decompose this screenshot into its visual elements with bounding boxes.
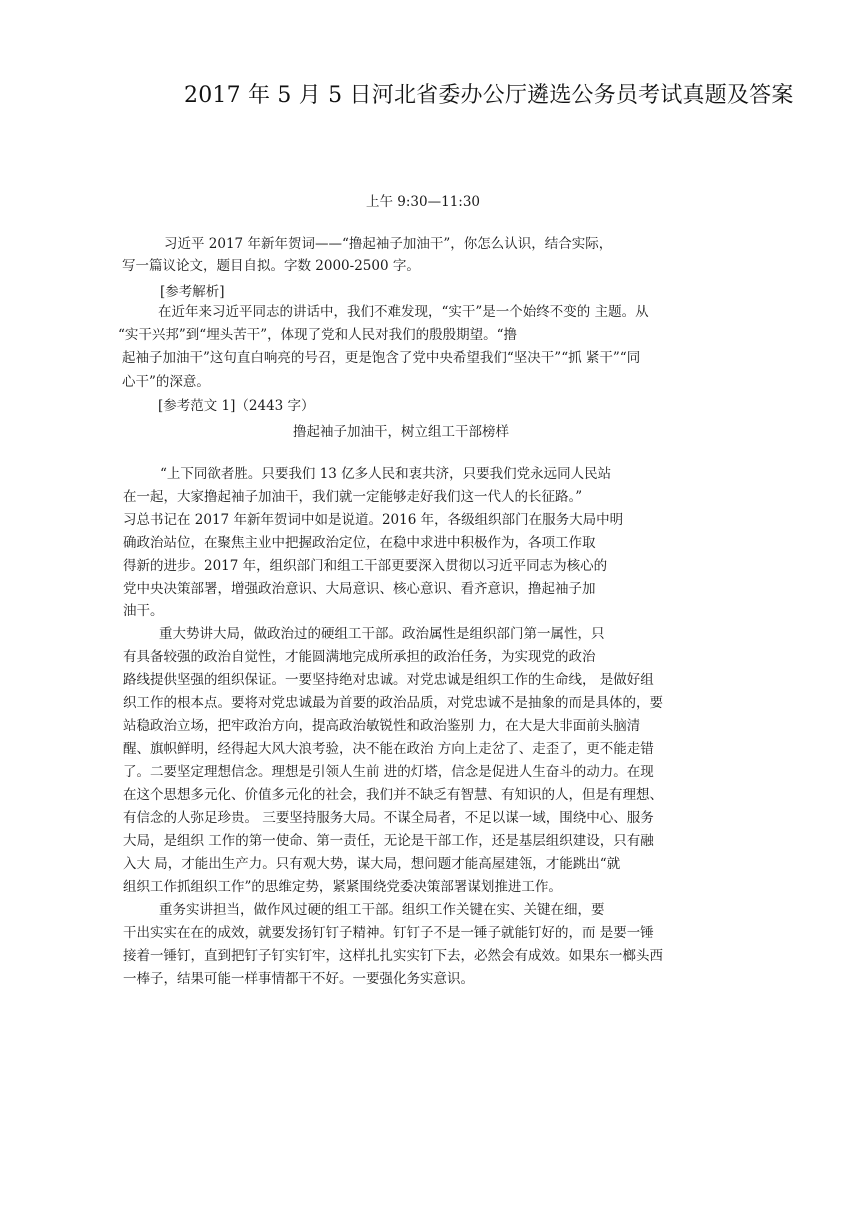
paragraph-line: 织工作的根本点。要将对党忠诚最为首要的政治品质，对党忠诚不是抽象的而是具体的，要 bbox=[123, 695, 663, 711]
paragraph-line: 站稳政治立场，把牢政治方向，提高政治敏锐性和政治鉴别 力，在大是大非面前头脑清 bbox=[123, 718, 641, 734]
paragraph-line: 重务实讲担当，做作风过硬的组工干部。组织工作关键在实、关键在细，要 bbox=[159, 902, 605, 918]
paragraph-line: “上下同欲者胜。只要我们 13 亿多人民和衷共济，只要我们党永远同人民站 bbox=[160, 466, 612, 482]
paragraph-line: 大局，是组织 工作的第一使命、第一责任，无论是干部工作，还是基层组织建设，只有融 bbox=[123, 833, 654, 849]
paragraph-line: 入大 局，才能出生产力。只有观大势，谋大局，想问题才能高屋建瓴，才能跳出“就 bbox=[123, 856, 621, 872]
analysis-line: 起袖子加油干”这句直白响亮的号召，更是饱含了党中央希望我们“坚决干”“抓 紧干”“同 bbox=[122, 350, 641, 366]
paragraph-line: 路线提供坚强的组织保证。一要坚持绝对忠诚。对党忠诚是组织工作的生命线， 是做好组 bbox=[123, 672, 654, 688]
paragraph-line: 了。二要坚定理想信念。理想是引领人生前 进的灯塔，信念是促进人生奋斗的动力。在现 bbox=[123, 764, 654, 780]
sample-heading: [参考范文 1]（2443 字） bbox=[158, 398, 315, 414]
analysis-line: 心干”的深意。 bbox=[122, 374, 210, 390]
analysis-heading: [参考解析] bbox=[160, 284, 225, 300]
paragraph-line: 得新的进步。2017 年，组织部门和组工干部更要深入贯彻以习近平同志为核心的 bbox=[123, 558, 608, 574]
question-line: 写一篇议论文，题目自拟。字数 2000-2500 字。 bbox=[122, 258, 420, 274]
paragraph-line: 油干。 bbox=[123, 603, 164, 619]
paragraph-line: 习总书记在 2017 年新年贺词中如是说道。2016 年，各级组织部门在服务大局中明 bbox=[123, 512, 624, 528]
analysis-line: 在近年来习近平同志的讲话中，我们不难发现，“实干”是一个始终不变的 主题。从 bbox=[158, 304, 649, 320]
analysis-line: “实干兴邦”到“埋头苦干”，体现了党和人民对我们的殷殷期望。“撸 bbox=[118, 327, 518, 343]
paragraph-line: 有信念的人弥足珍贵。 三要坚持服务大局。不谋全局者，不足以谋一域，围绕中心、服务 bbox=[123, 810, 654, 826]
paragraph-line: 醒、旗帜鲜明，经得起大风大浪考验，决不能在政治 方向上走岔了、走歪了，更不能走错 bbox=[123, 741, 654, 757]
document-title: 2017 年 5 月 5 日河北省委办公厅遴选公务员考试真题及答案 bbox=[184, 83, 794, 108]
paragraph-line: 接着一锤钉，直到把钉子钉实钉牢，这样扎扎实实钉下去，必然会有成效。如果东一榔头西 bbox=[123, 948, 663, 964]
paragraph-line: 一棒子，结果可能一样事情都干不好。一要强化务实意识。 bbox=[123, 971, 474, 987]
paragraph-line: 重大势讲大局，做政治过的硬组工干部。政治属性是组织部门第一属性，只 bbox=[159, 626, 605, 642]
question-line: 习近平 2017 年新年贺词——“撸起袖子加油干”，你怎么认识，结合实际， bbox=[164, 236, 613, 252]
paragraph-line: 在这个思想多元化、价值多元化的社会，我们并不缺乏有智慧、有知识的人，但是有理想、 bbox=[123, 787, 663, 803]
paragraph-line: 在一起，大家撸起袖子加油干，我们就一定能够走好我们这一代人的长征路。” bbox=[123, 489, 583, 505]
paragraph-line: 有具备较强的政治自觉性，才能圆满地完成所承担的政治任务，为实现党的政治 bbox=[123, 649, 596, 665]
sample-title: 撸起袖子加油干，树立组工干部榜样 bbox=[293, 424, 509, 440]
paragraph-line: 干出实实在在的成效，就要发扬钉钉子精神。钉钉子不是一锤子就能钉好的，而 是要一锤 bbox=[123, 925, 654, 941]
exam-time: 上午 9:30—11:30 bbox=[366, 194, 481, 210]
paragraph-line: 确政治站位，在聚焦主业中把握政治定位，在稳中求进中积极作为，各项工作取 bbox=[123, 535, 596, 551]
paragraph-line: 组织工作抓组织工作”的思维定势，紧紧围绕党委决策部署谋划推进工作。 bbox=[123, 879, 562, 895]
paragraph-line: 党中央决策部署，增强政治意识、大局意识、核心意识、看齐意识，撸起袖子加 bbox=[123, 581, 596, 597]
